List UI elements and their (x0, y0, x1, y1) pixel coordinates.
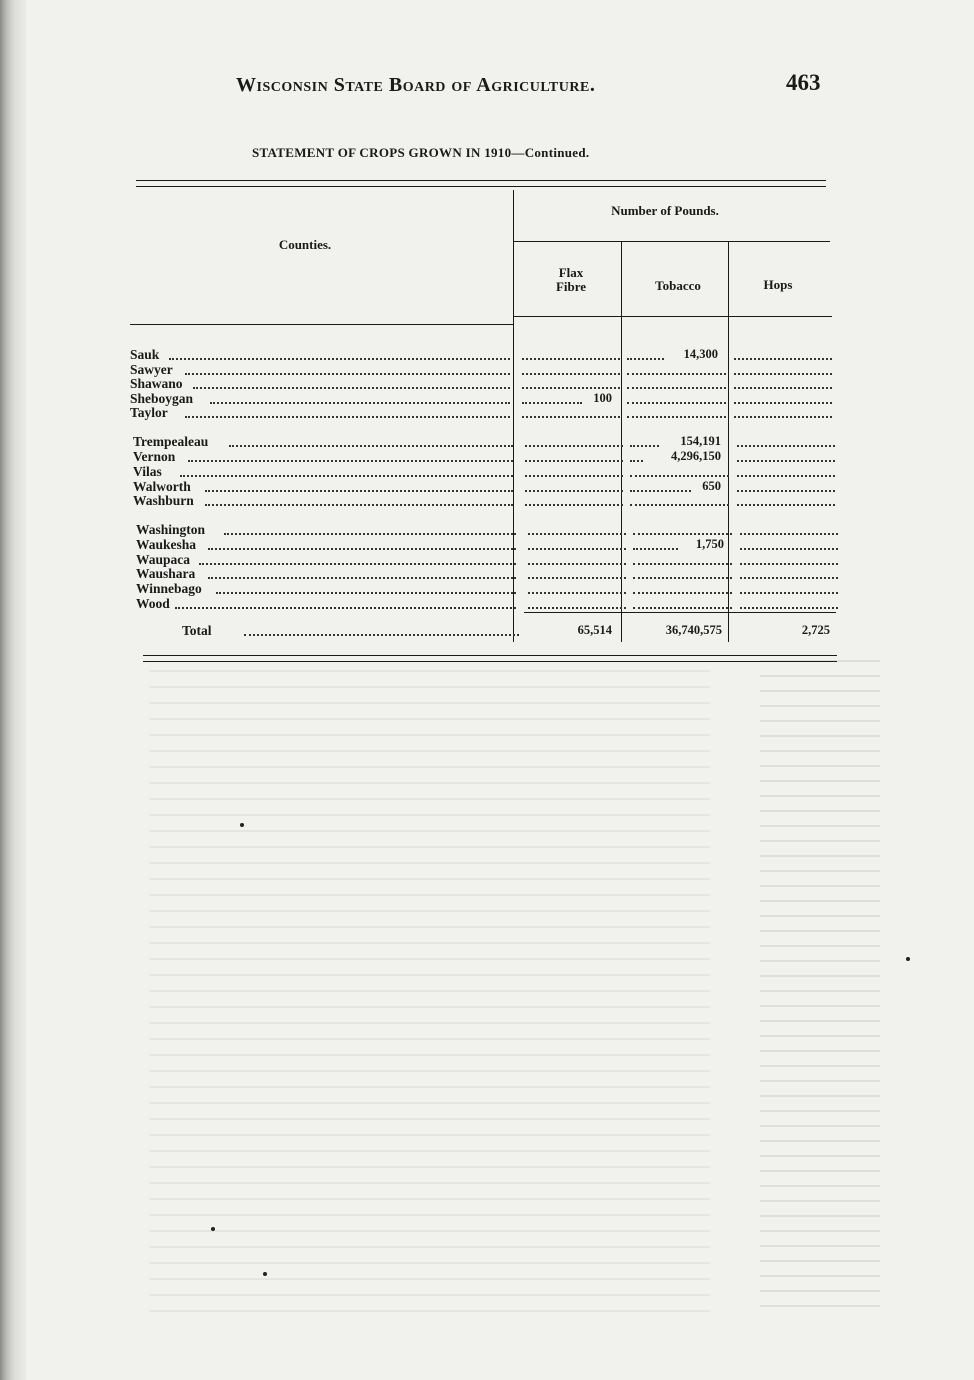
table-row (133, 435, 843, 449)
flax-value: 100 (593, 391, 612, 405)
bottom-rule-1 (143, 655, 837, 656)
dot-leader (734, 416, 832, 418)
dot-leader (734, 373, 832, 375)
dot-leader (193, 387, 510, 389)
dot-leader (737, 460, 835, 462)
header-bottom-rule-right (514, 316, 832, 317)
counties-header: Counties. (278, 237, 332, 252)
dot-leader (525, 445, 623, 447)
dot-leader (525, 475, 623, 477)
dot-leader (216, 592, 516, 594)
bottom-rule-2 (143, 661, 837, 662)
dot-leader (244, 634, 519, 636)
dot-leader (185, 373, 510, 375)
county-name: Taylor (130, 405, 168, 420)
table-row (136, 523, 846, 537)
table-row (130, 406, 840, 420)
total-hops-value: 2,725 (801, 623, 830, 637)
dot-leader (627, 387, 726, 389)
total-tobacco-value: 36,740,575 (665, 623, 722, 637)
total-separator (524, 612, 836, 613)
dot-leader (633, 563, 732, 565)
dot-leader (627, 416, 726, 418)
dot-leader (175, 607, 516, 609)
dot-leader (737, 504, 835, 506)
tobacco-value: 4,296,150 (671, 449, 721, 463)
running-head: Wisconsin State Board of Agriculture. (236, 74, 596, 96)
table-row (130, 392, 840, 406)
total-row (182, 624, 892, 638)
dot-leader (734, 387, 832, 389)
dot-leader (740, 577, 838, 579)
table-row (133, 465, 843, 479)
dot-leader (627, 373, 726, 375)
dot-leader (630, 475, 729, 477)
county-name: Waukesha (136, 537, 197, 552)
dot-leader (627, 402, 726, 404)
tobacco-header: Tobacco (655, 278, 701, 293)
tobacco-value: 650 (702, 479, 721, 493)
pounds-group-header: Number of Pounds. (611, 203, 719, 218)
dot-leader (522, 402, 582, 404)
dot-leader (630, 490, 691, 492)
dot-leader (734, 402, 832, 404)
group-header-rule (514, 241, 830, 242)
table-row (136, 597, 846, 611)
dot-leader (169, 358, 510, 360)
county-name: Sauk (130, 347, 160, 362)
total-flax-value: 65,514 (577, 623, 612, 637)
page-number: 463 (786, 70, 821, 95)
table-row (130, 363, 840, 377)
header-bottom-rule-left (130, 324, 514, 325)
table-row (133, 480, 843, 494)
dot-leader (627, 358, 664, 360)
dot-leader (528, 592, 626, 594)
dot-leader (525, 490, 623, 492)
dot-leader (522, 416, 620, 418)
dot-leader (630, 445, 659, 447)
top-rule-1 (136, 180, 826, 181)
total-label: Total (182, 623, 212, 638)
dot-leader (740, 563, 838, 565)
table-row (133, 494, 843, 508)
dot-leader (205, 504, 513, 506)
dot-leader (528, 533, 626, 535)
dot-leader (528, 577, 626, 579)
table-row (130, 377, 840, 391)
dot-leader (188, 460, 513, 462)
dot-leader (740, 533, 838, 535)
county-name: Waushara (136, 566, 196, 581)
county-name: Sawyer (130, 362, 173, 377)
dot-leader (522, 358, 620, 360)
table-row (136, 538, 846, 552)
flax-header: Flax Fibre (555, 265, 587, 294)
dot-leader (229, 445, 513, 447)
table-row (133, 450, 843, 464)
dot-leader (740, 592, 838, 594)
dot-leader (525, 460, 623, 462)
dot-leader (740, 548, 838, 550)
dot-leader (633, 548, 678, 550)
dot-leader (525, 504, 623, 506)
dot-leader (630, 504, 729, 506)
tobacco-value: 14,300 (683, 347, 718, 361)
county-name: Vernon (133, 449, 176, 464)
dot-leader (528, 563, 626, 565)
dot-leader (210, 402, 510, 404)
dot-leader (737, 445, 835, 447)
bleed-through (760, 660, 880, 1320)
dot-leader (522, 387, 620, 389)
county-name: Vilas (133, 464, 162, 479)
dot-leader (633, 533, 732, 535)
speck (263, 1272, 267, 1276)
table-row (136, 553, 846, 567)
dot-leader (522, 373, 620, 375)
county-name: Sheboygan (130, 391, 194, 406)
county-name: Walworth (133, 479, 191, 494)
county-name: Washington (136, 522, 206, 537)
scan-edge (0, 0, 26, 1380)
speck (211, 1227, 215, 1231)
tobacco-value: 154,191 (680, 434, 721, 448)
dot-leader (528, 607, 626, 609)
dot-leader (208, 548, 516, 550)
dot-leader (737, 490, 835, 492)
dot-leader (185, 416, 510, 418)
dot-leader (734, 358, 832, 360)
dot-leader (737, 475, 835, 477)
dot-leader (180, 475, 513, 477)
county-name: Washburn (133, 493, 194, 508)
top-rule-2 (136, 186, 826, 187)
dot-leader (633, 577, 732, 579)
dot-leader (528, 548, 626, 550)
table-row (130, 348, 840, 362)
bleed-through-table (150, 670, 710, 1320)
hops-header: Hops (763, 277, 793, 292)
dot-leader (630, 460, 643, 462)
table-row (136, 567, 846, 581)
dot-leader (205, 490, 513, 492)
dot-leader (740, 607, 838, 609)
table-title: STATEMENT OF CROPS GROWN IN 1910—Continued. (252, 145, 590, 160)
tobacco-value: 1,750 (695, 537, 724, 551)
dot-leader (224, 533, 516, 535)
dot-leader (633, 607, 732, 609)
dot-leader (633, 592, 732, 594)
county-name: Winnebago (136, 581, 202, 596)
county-name: Shawano (130, 376, 183, 391)
county-name: Wood (136, 596, 170, 611)
dot-leader (199, 563, 516, 565)
table-row (136, 582, 846, 596)
speck (906, 957, 910, 961)
county-name: Trempealeau (133, 434, 209, 449)
county-name: Waupaca (136, 552, 191, 567)
speck (240, 823, 244, 827)
dot-leader (208, 577, 516, 579)
